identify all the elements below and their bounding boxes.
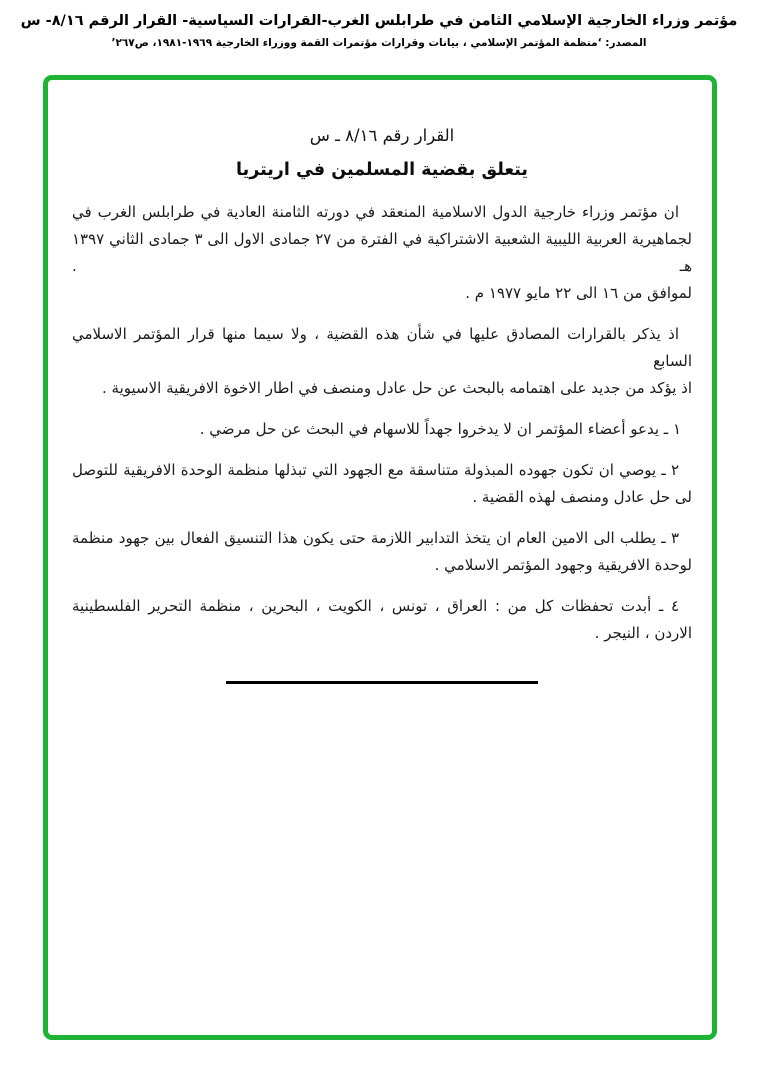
resolution-subject-title: يتعلق بقضية المسلمين في اريتريا — [236, 160, 528, 180]
document-box — [43, 75, 717, 1040]
paragraph — [72, 416, 692, 443]
body-line: ٢ ـ يوصي ان تكون جهوده المبذولة متناسقة مع الجهود التي تبذلها منظمة الوحدة الافريقية للتوصل — [72, 461, 679, 479]
resolution-body — [72, 199, 692, 647]
paragraph — [72, 321, 692, 402]
end-divider-rule — [226, 681, 538, 684]
body-line: الاردن ، النيجر . — [594, 624, 692, 642]
body-line: لجماهيرية العربية الليبية الشعبية الاشتراكية في الفترة من ٢٧ جمادى الاول الى ٣ جمادى الثاني ١٣٩٧ هـ . — [72, 230, 692, 275]
body-line: لوحدة الافريقية وجهود المؤتمر الاسلامي . — [434, 556, 692, 574]
header-source: المصدر: ‘منظمة المؤتمر الإسلامي ، بيانات وقرارات مؤتمرات القمة ووزراء الخارجية ١٩٦٩-١٩٨١، ص٢٦٧’ — [111, 37, 647, 49]
paragraph — [72, 199, 692, 307]
body-line: ١ ـ يدعو أعضاء المؤتمر ان لا يدخروا جهداً للاسهام في البحث عن حل مرضي . — [199, 420, 681, 438]
body-line: لى حل عادل ومنصف لهذه القضية . — [472, 488, 692, 506]
body-line: ٣ ـ يطلب الى الامين العام ان يتخذ التدابير اللازمة حتى يكون هذا التنسيق الفعال بين جهود منظمة — [72, 529, 679, 547]
paragraph — [72, 457, 692, 511]
body-line: اذ يؤكد من جديد على اهتمامه بالبحث عن حل عادل ومنصف في اطار الاخوة الافريقية الاسيوية . — [101, 379, 692, 397]
page-header — [0, 10, 758, 52]
body-line: لموافق من ١٦ الى ٢٢ مايو ١٩٧٧ م . — [465, 284, 692, 302]
paragraph — [72, 525, 692, 579]
resolution-number-title: القرار رقم ٨/١٦ ـ س — [309, 126, 455, 145]
header-title: مؤتمر وزراء الخارجية الإسلامي الثامن في طرابلس الغرب-القرارات السياسية- القرار الرقم ٨/١٦- س — [20, 13, 738, 29]
body-line: ٤ ـ أبدت تحفظات كل من : العراق ، تونس ، الكويت ، البحرين ، منظمة التحرير الفلسطينية — [72, 597, 679, 615]
body-line: اذ يذكر بالقرارات المصادق عليها في شأن هذه القضية ، ولا سيما منها قرار المؤتمر الاسلامي السابع — [72, 325, 692, 370]
paragraph — [72, 593, 692, 647]
body-line: ان مؤتمر وزراء خارجية الدول الاسلامية المنعقد في دورته الثامنة العادية في طرابلس الغرب في — [72, 203, 679, 221]
